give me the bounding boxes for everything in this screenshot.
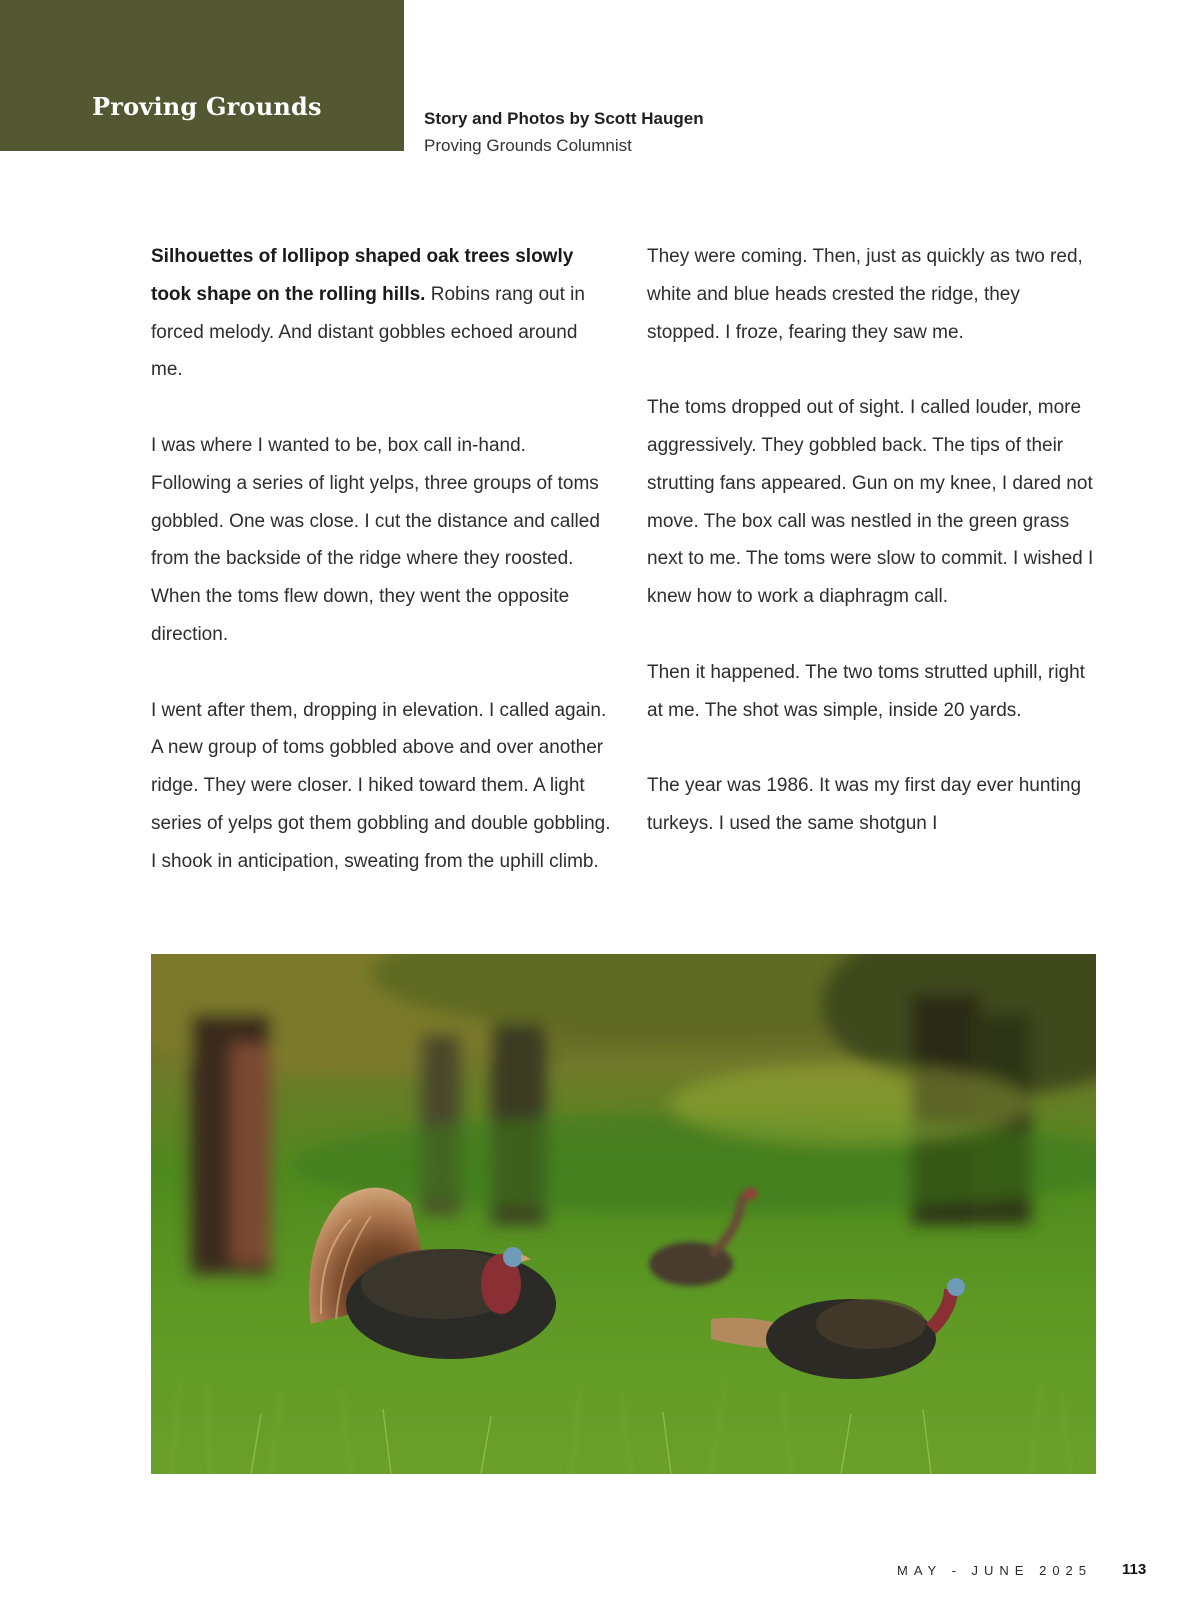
article-paragraph: The year was 1986. It was my first day ever hunting turkeys. I used the same shotgun I (647, 775, 1082, 834)
article-paragraph: They were coming. Then, just as quickly as two red, white and blue heads crested the ridge, they stopped. I froze, fearing they saw me. (647, 246, 1083, 343)
byline-author: Story and Photos by Scott Haugen (424, 109, 704, 128)
article-paragraph: Then it happened. The two toms strutted uphill, right at me. The shot was simple, inside 20 yards. (647, 661, 1085, 721)
issue-date: MAY - JUNE 2025 (897, 1563, 1093, 1578)
turkey-photo (151, 954, 1096, 1474)
section-title: Proving Grounds (92, 92, 322, 121)
byline-role: Proving Grounds Columnist (424, 136, 632, 155)
article-column-left (151, 238, 611, 881)
page-number: 113 (1122, 1561, 1147, 1578)
lead-in-bold: Silhouettes of lollipop shaped oak trees slowly took shape on the rolling hills. (151, 246, 574, 305)
lead-paragraph-text: Robins rang out in forced melody. And distant gobbles echoed around me. (151, 283, 585, 381)
section-header-band (0, 0, 404, 151)
article-column-right (647, 238, 1097, 843)
byline (424, 106, 704, 160)
article-paragraph (151, 238, 611, 389)
article-paragraph: I went after them, dropping in elevation. I called again. A new group of toms gobbled above and over another ridge. They were closer. I hiked toward them. A light series of yelps got them gobbling and double gobbling. I shook in anticipation, sweating from the uphill climb. (151, 699, 611, 872)
article-paragraph: I was where I wanted to be, box call in-hand. Following a series of light yelps, three groups of toms gobbled. One was close. I cut the distance and called from the backside of the ridge where they roosted. When the toms flew down, they went the opposite direction. (151, 434, 600, 645)
article-paragraph: The toms dropped out of sight. I called louder, more aggressively. They gobbled back. The tips of their strutting fans appeared. Gun on my knee, I dared not move. The box call was nestled in the green grass next to me. The toms were slow to commit. I wished I knew how to work a diaphragm call. (647, 397, 1094, 608)
